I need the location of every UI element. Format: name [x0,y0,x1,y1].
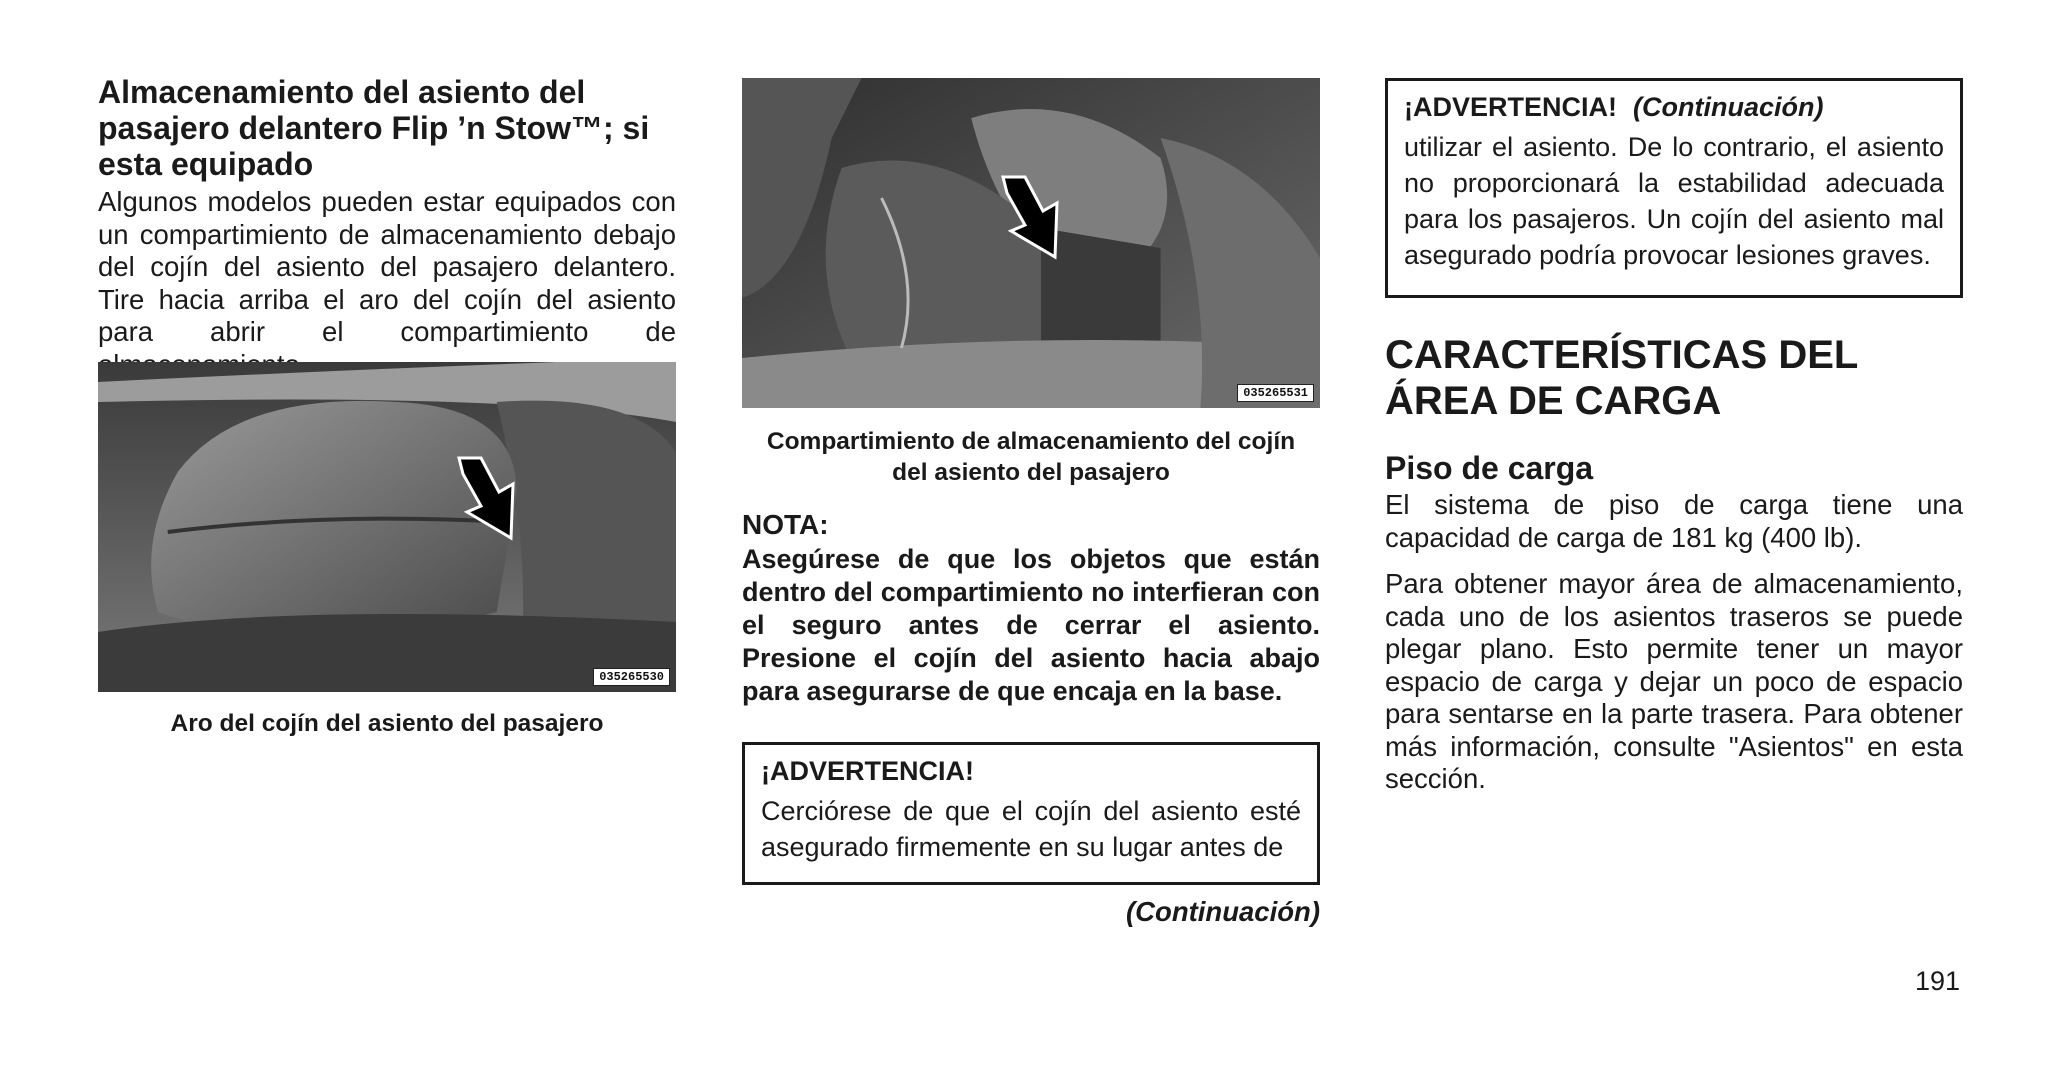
warning-text: utilizar el asiento. De lo contrario, el asiento no proporcionará la estabilidad adecuada para los pasajeros. Un cojín del asiento mal asegurado podría provocar lesiones graves. [1404,132,1944,270]
continued-label: (Continuación) [1126,896,1320,927]
warning-continued-label: (Continuación) [1633,92,1824,122]
seat-cushion-loop-figure [98,362,676,692]
figure-code: 035265531 [1237,384,1314,402]
storage-compartment-figure [742,78,1320,408]
intro-paragraph: Algunos modelos pueden estar equipados con un compartimiento de almacenamiento debajo del cojín del asiento del pasajero delantero. Tire hacia arriba el aro del cojín del asiento para abrir el compartimiento de [98,186,676,347]
section-heading-flip-n-stow: Almacenamiento del asiento del pasajero delantero Flip ’n Stow™; si esta equipado [98,74,650,182]
warning-title: ¡ADVERTENCIA! (Continuación) [1404,92,1824,122]
warning-title: ¡ADVERTENCIA! [761,756,974,786]
warning-box-continued [1385,78,1963,298]
cargo-paragraph-1: El sistema de piso de carga tiene una capacidad de carga de 181 kg (400 lb). [1385,489,1963,553]
note-label: NOTA: [742,509,829,540]
section-heading-cargo: CARACTERÍSTICAS DEL ÁREA DE CARGA [1385,333,1858,423]
warning-box [742,742,1320,885]
arrow-pointer-icon [997,173,1067,263]
cargo-paragraph-2: Para obtener mayor área de almacenamiento, cada uno de los asientos traseros se puede plegar plano. Esto permite tener un mayor espacio de carga y dejar un poco de espacio para sentarse en la parte trasera. Para obtener más información, consulte "Asientos" en esta sección. [1385,568,1963,794]
page-number: 191 [1914,966,1960,996]
subheading-cargo-floor: Piso de carga [1385,450,1594,486]
arrow-pointer-icon [453,454,523,544]
figure-code: 035265530 [593,668,670,686]
figure-caption: Aro del cojín del asiento del pasajero [170,710,604,737]
figure-caption: Compartimiento de almacenamiento del cojín del asiento del pasajero [766,428,1296,486]
warning-text: Cerciórese de que el cojín del asiento esté asegurado firmemente en su lugar antes de [761,796,1301,862]
seat-illustration [98,362,676,692]
note-text: Asegúrese de que los objetos que están dentro del compartimiento no interfieran con el seguro antes de cerrar el asiento. Presione el cojín del asiento hacia abajo para asegurarse de que encaja en la base. [742,544,1320,706]
